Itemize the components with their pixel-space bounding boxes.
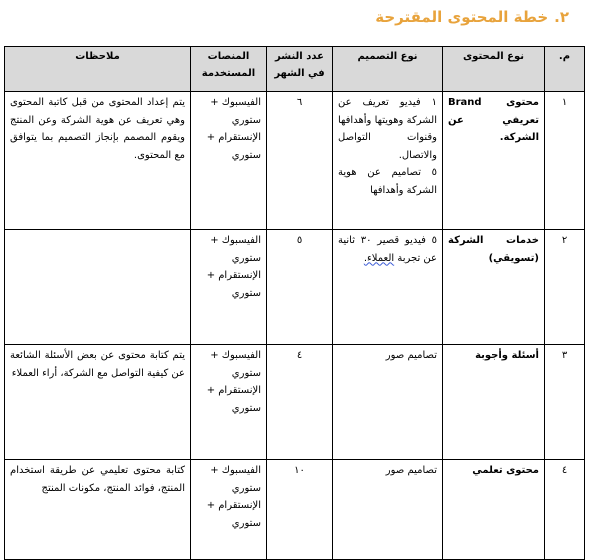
table-row [5, 230, 585, 345]
notes-cell [5, 230, 191, 345]
header-platforms: المنصات المستخدمة [191, 47, 267, 92]
design-type-cell [333, 92, 443, 230]
table-row [5, 92, 585, 230]
design-line-1: ١ فيديو تعريف عن الشركة وهويتها وأهدافها وقنوات التواصل والاتصال. [338, 97, 437, 161]
platform-facebook: الفيسبوك + ستوري [210, 350, 261, 379]
row-number: ٤ [545, 460, 585, 560]
platform-instagram: الإنستقرام + ستوري [206, 132, 261, 161]
platforms-cell [191, 345, 267, 460]
design-type-cell [333, 230, 443, 345]
content-type-cell: محتوى تعلمي [443, 460, 545, 560]
platforms-cell [191, 230, 267, 345]
platforms-cell [191, 460, 267, 560]
row-number: ٣ [545, 345, 585, 460]
header-posts-per-month: عدد النشر في الشهر [267, 47, 333, 92]
platform-instagram: الإنستقرام + ستوري [206, 385, 261, 414]
header-design-type: نوع التصميم [333, 47, 443, 92]
platform-facebook: الفيسبوك + ستوري [210, 465, 261, 494]
section-number: ٢. [554, 8, 569, 26]
brand-label: Brand [448, 97, 482, 108]
content-type-cell [443, 92, 545, 230]
platforms-cell [191, 92, 267, 230]
notes-cell: يتم إعداد المحتوى من قبل كاتبة المحتوى وهي تعريف عن هوية الشركة وعن المنتج ويقوم المصمم بإنجاز التصميم بما يتوافق مع المحتوى. [5, 92, 191, 230]
content-type-cell: خدمات الشركة (تسويقي) [443, 230, 545, 345]
header-content-type: نوع المحتوى [443, 47, 545, 92]
design-text: ٥ فيديو قصير ٣٠ ثانية عن تجربة [338, 235, 437, 264]
header-notes: ملاحظات [5, 47, 191, 92]
section-heading [375, 8, 569, 26]
notes-cell: كتابة محتوى تعليمي عن طريقة استخدام المنتج، فوائد المنتج، مكونات المنتج [5, 460, 191, 560]
row-number: ١ [545, 92, 585, 230]
platform-facebook: الفيسبوك + ستوري [210, 97, 261, 126]
table-row [5, 460, 585, 560]
design-line-2: ٥ تصاميم عن هوية الشركة وأهدافها [338, 167, 437, 196]
platform-instagram: الإنستقرام + ستوري [206, 500, 261, 529]
table-row [5, 345, 585, 460]
posts-count-cell: ٥ [267, 230, 333, 345]
content-type-text: محتوى تعريفي عن الشركة. [448, 97, 539, 143]
row-number: ٢ [545, 230, 585, 345]
header-num: م. [545, 47, 585, 92]
posts-count-cell: ٤ [267, 345, 333, 460]
content-plan-table [4, 46, 585, 560]
platform-instagram: الإنستقرام + ستوري [206, 270, 261, 299]
design-type-cell: تصاميم صور [333, 460, 443, 560]
posts-count-cell: ١٠ [267, 460, 333, 560]
notes-cell: يتم كتابة محتوى عن بعض الأسئلة الشائعة عن كيفية التواصل مع الشركة، أراء العملاء [5, 345, 191, 460]
content-type-cell: أسئلة وأجوبة [443, 345, 545, 460]
design-text-flagged: العملاء. [363, 252, 395, 264]
posts-count-cell: ٦ [267, 92, 333, 230]
table-header-row [5, 47, 585, 92]
design-type-cell: تصاميم صور [333, 345, 443, 460]
platform-facebook: الفيسبوك + ستوري [210, 235, 261, 264]
section-title: خطة المحتوى المقترحة [375, 8, 549, 26]
